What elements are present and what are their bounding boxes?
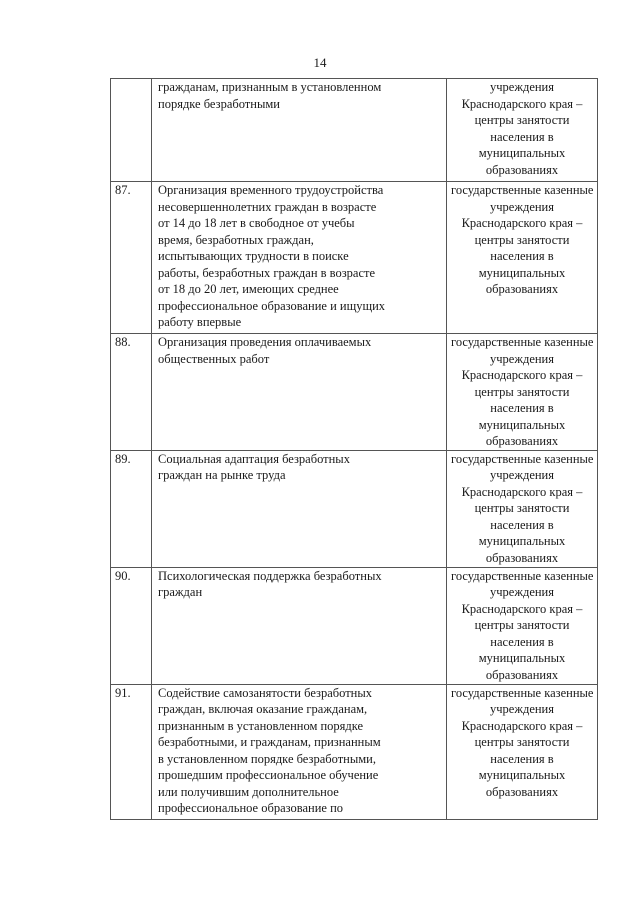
responsible-organization-line: образованиях [485,434,559,448]
service-description-line: безработными, и гражданам, признанным [158,735,381,749]
service-description-line: несовершеннолетних граждан в возрасте [158,199,377,214]
service-description-line: Социальная адаптация безработных [158,451,350,466]
service-description-cell [152,334,447,451]
responsible-organization-line: населения в [490,751,554,766]
service-description-line: испытывающих трудности в поиске [158,249,349,263]
service-description-cell [152,450,447,567]
service-description-line: работы, безработных граждан в возрасте [158,265,376,280]
service-description-line: признанным в установленном порядке [158,718,364,733]
responsible-organization-line: Краснодарского края – [461,368,583,382]
service-description-line: граждан на рынке труда [158,468,286,482]
responsible-organization-line: учреждения [489,468,554,482]
responsible-organization-line: образованиях [485,784,559,799]
responsible-organization-line: государственные казенные [451,685,594,700]
responsible-organization-line: государственные казенные [451,183,594,197]
service-description-line: от 14 до 18 лет в свободное от учебы [158,216,355,230]
responsible-organization-line: Краснодарского края – [461,718,583,733]
responsible-organization-cell [447,567,598,684]
service-description-cell [152,182,447,334]
responsible-organization-line: муниципальных [478,265,566,280]
responsible-organization-line: муниципальных [478,651,566,665]
services-table-body [111,79,598,820]
responsible-organization-line: образованиях [485,282,559,296]
responsible-organization-line: учреждения [489,199,554,214]
service-description-line: в установленном порядке безработными, [158,751,376,766]
service-description-line: от 18 до 20 лет, имеющих среднее [158,282,339,296]
service-description-line: Организация проведения оплачиваемых [158,335,372,349]
responsible-organization-line: населения в [490,249,554,263]
table-row [111,182,598,334]
responsible-organization-cell [447,684,598,819]
responsible-organization-line: учреждения [489,702,554,716]
service-description-line: Организация временного трудоустройства [158,183,384,197]
table-row [111,684,598,819]
responsible-organization-cell [447,79,598,182]
service-description-line: общественных работ [158,351,270,366]
responsible-organization-line: Краснодарского края – [461,96,583,111]
responsible-organization-line: муниципальных [478,768,566,782]
responsible-organization-line: учреждения [489,585,554,599]
row-number-cell [111,79,152,182]
row-number-cell: 91. [111,684,152,819]
responsible-organization-line: Краснодарского края – [461,216,583,230]
service-description-cell [152,567,447,684]
responsible-organization-line: муниципальных [478,534,566,548]
service-description-line: граждан, включая оказание гражданам, [158,702,368,716]
responsible-organization-line: государственные казенные [451,568,594,583]
service-description-line: профессиональное образование по [158,801,344,815]
table-row [111,79,598,182]
responsible-organization-line: населения в [490,129,554,144]
service-description-line: время, безработных граждан, [158,232,314,247]
table-row [111,567,598,684]
service-description-line: порядке безработными [158,96,280,111]
row-number-cell: 90. [111,567,152,684]
services-table [110,78,598,820]
page-number: 14 [313,55,327,70]
responsible-organization-cell [447,334,598,451]
responsible-organization-line: образованиях [485,667,559,682]
row-number-cell: 89. [111,450,152,567]
responsible-organization-line: государственные казенные [451,451,594,466]
service-description-line: граждан [158,585,203,599]
service-description-cell [152,684,447,819]
service-description-line: гражданам, признанным в установленном [158,80,382,94]
responsible-organization-cell [447,450,598,567]
responsible-organization-cell [447,182,598,334]
responsible-organization-line: Краснодарского края – [461,484,583,499]
table-row [111,450,598,567]
responsible-organization-line: центры занятости [474,735,570,749]
table-row [111,334,598,451]
service-description-cell [152,79,447,182]
responsible-organization-line: учреждения [489,351,554,366]
responsible-organization-line: муниципальных [478,417,566,432]
responsible-organization-line: населения в [490,401,554,415]
service-description-line: профессиональное образование и ищущих [158,298,386,313]
responsible-organization-line: образованиях [485,162,559,177]
service-description-line: работу впервые [158,315,242,329]
responsible-organization-line: центры занятости [474,232,570,247]
row-number-cell: 88. [111,334,152,451]
responsible-organization-line: населения в [490,517,554,532]
responsible-organization-line: центры занятости [474,501,570,515]
service-description-line: или получившим дополнительное [158,784,339,799]
row-number-cell: 87. [111,182,152,334]
responsible-organization-line: центры занятости [474,384,570,399]
service-description-line: прошедшим профессиональное обучение [158,768,379,782]
service-description-line: Психологическая поддержка безработных [158,568,382,583]
responsible-organization-line: центры занятости [474,113,570,127]
responsible-organization-line: Краснодарского края – [461,601,583,616]
responsible-organization-line: населения в [490,634,554,649]
responsible-organization-line: муниципальных [478,146,566,160]
responsible-organization-line: образованиях [485,550,559,565]
responsible-organization-line: государственные казенные [451,335,594,349]
service-description-line: Содействие самозанятости безработных [158,685,372,700]
responsible-organization-line: учреждения [489,80,554,94]
responsible-organization-line: центры занятости [474,618,570,632]
